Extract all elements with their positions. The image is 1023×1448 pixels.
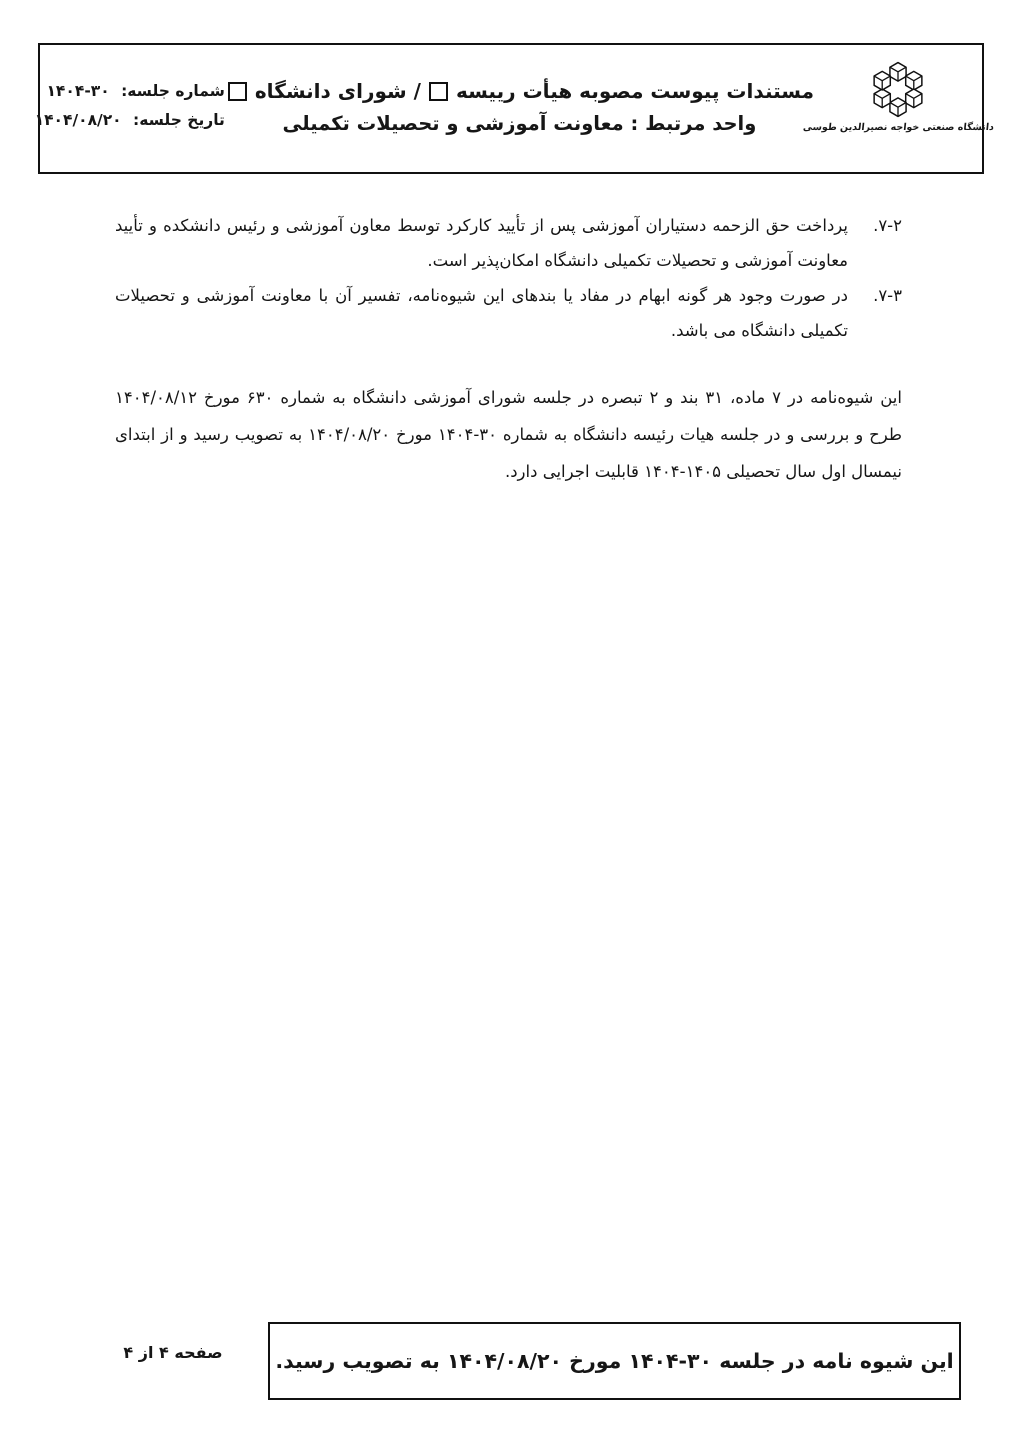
clause-item-7-3 (115, 278, 902, 348)
title-text-part2: / شورای دانشگاه (254, 78, 421, 103)
approval-note-box (268, 1322, 961, 1400)
board-checkbox-icon (429, 82, 448, 101)
university-logo-block (801, 45, 995, 172)
document-title-line (225, 79, 814, 103)
session-number-value: ۳۰-۱۴۰۴ (46, 82, 110, 100)
header-title-block (225, 45, 814, 172)
clause-number: ۷-۳. (873, 286, 902, 305)
title-text-part1: مستندات پیوست مصوبه هیأت رییسه (455, 78, 814, 103)
session-info-block (21, 45, 225, 172)
closing-paragraph: این شیوه‌نامه در ۷ ماده، ۳۱ بند و ۲ تبصره در جلسه شورای آموزشی دانشگاه به شماره ۶۳۰ مورخ ۱۴۰۴/۰۸/۱۲ طرح و بررسی و در جلسه هیات رئیسه دانشگاه به شماره ۳۰-۱۴۰۴ مورخ ۱۴۰۴/۰۸/۲۰ به تصویب رسید و از ابتدای نیمسال اول سال تحصیلی ۱۴۰۵-۱۴۰۴ قابلیت اجرایی دارد. (115, 388, 902, 481)
university-name-calligraphy: دانشگاه صنعتی خواجه نصیرالدین طوسی (801, 122, 995, 133)
clause-item-7-2 (115, 208, 902, 278)
approval-note-text: این شیوه نامه در جلسه ۳۰-۱۴۰۴ مورخ ۱۴۰۴/۰۸/۲۰ به تصویب رسید. (275, 1349, 954, 1373)
clause-number: ۷-۲. (873, 216, 902, 235)
session-date-line (35, 111, 225, 129)
university-logo-icon (872, 61, 924, 118)
header-box (34, 43, 995, 174)
clause-text: در صورت وجود هر گونه ابهام در مفاد یا بندهای این شیوه‌نامه، تفسیر آن با معاونت آموزشی و تحصیلات تکمیلی دانشگاه می باشد. (115, 286, 848, 340)
session-date-label: تاریخ جلسه: (133, 111, 225, 129)
related-unit-line: واحد مرتبط : معاونت آموزشی و تحصیلات تکمیلی (282, 111, 757, 135)
session-date-value: ۱۴۰۴/۰۸/۲۰ (34, 111, 122, 129)
clause-text: پرداخت حق الزحمه دستیاران آموزشی پس از تأیید کارکرد توسط معاون آموزشی و رئیس دانشکده و تأیید معاونت آموزشی و تحصیلات تکمیلی دانشگاه امکان‌پذیر است. (115, 216, 848, 270)
session-number-line (46, 82, 224, 100)
session-number-label: شماره جلسه: (121, 82, 225, 100)
page-number-label: صفحه ۴ از ۴ (123, 1343, 223, 1362)
document-body (115, 208, 902, 490)
council-checkbox-icon (228, 82, 247, 101)
